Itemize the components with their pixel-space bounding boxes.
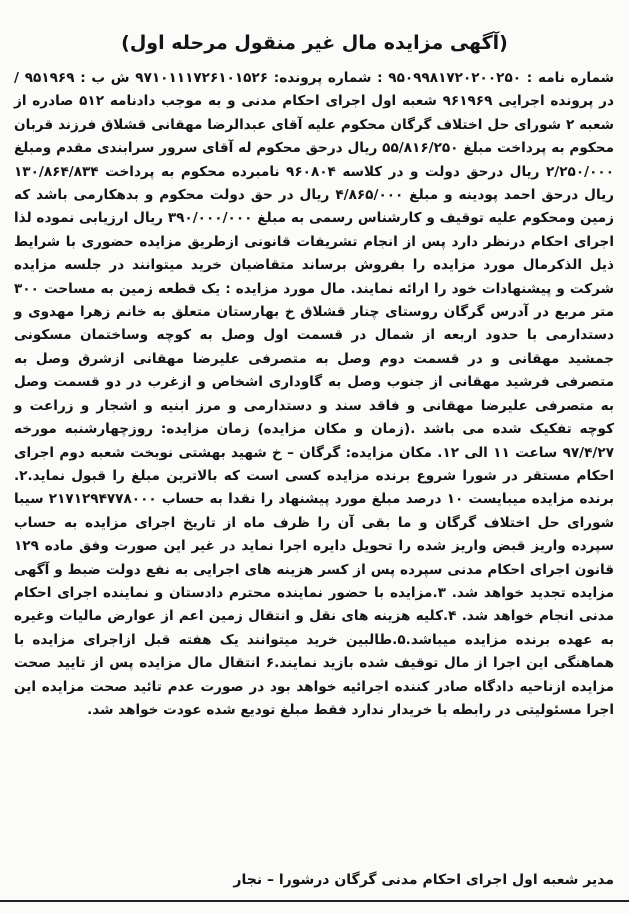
bottom-divider [0,900,629,902]
notice-body [14,67,614,722]
notice-signature: مدیر شعبه اول اجرای احکام مدنی گرگان درشورا – نجار [233,872,614,888]
notice-title: (آگهی مزایده مال غیر منقول مرحله اول) [121,32,508,54]
notice-text: شماره نامه : ۹۵۰۹۹۸۱۷۲۰۲۰۰۲۵۰ : شماره پرونده: ۹۷۱۰۱۱۱۷۲۶۱۰۱۵۲۶ ش ب : ۹۵۱۹۶۹ / در پرونده اجرایی ۹۶۱۹۶۹ شعبه اول اجرای احکام مدنی و به موجب دادنامه ۵۱۲ صادره از شعبه ۲ شورای حل اختلاف گرگان محکوم علیه آقای عبدالرضا مهقانی قشلاق فرزند قربان محکوم به پرداخت مبلغ ۵۵/۸۱۶/۲۵۰ ریال درحق محکوم له آقای سرور سرابندی مقدم ومبلغ ۲/۲۵۰/۰۰۰ ریال درحق دولت و در کلاسه ۹۶۰۸۰۴ نامبرده محکوم به پرداخت ۱۳۰/۸۶۴/۸۳۴ ریال درحق احمد پودینه و مبلغ ۴/۸۶۵/۰۰۰ ریال در حق دولت محکوم و بدهکارمی باشد که زمین ومحکوم علیه توقیف و کارشناس رسمی به مبلغ ۳۹۰/۰۰۰/۰۰۰ ریال ارزیابی نموده لذا اجرای احکام درنظر دارد پس از انجام تشریفات قانونی ازطریق مزایده حضوری با شرایط ذیل الذکرمال مورد مزایده را بفروش برساند متقاضیان خرید میتوانند در جلسه مزایده شرکت و پیشنهادات خود را ارائه نمایند. مال مورد مزایده : یک قطعه زمین به مساحت ۳۰۰ متر مربع در آدرس گرگان روستای چنار قشلاق خ بهارستان متعلق به خانم زهرا مهدوی و دستدارمی با حدود اربعه از شمال در قسمت اول وصل به کوچه وساختمان مسکونی جمشید مهقانی و در قسمت دوم وصل به متصرفی علیرضا مهقانی ازشرق وصل به متصرفی فرشید مهقانی از جنوب وصل به گاوداری اشخاص و ازغرب در دو قسمت وصل به متصرفی علیرضا مهقانی و فاقد سند و دستدارمی و مرز ابنیه و اشجار و زراعت و کوچه تفکیک شده می باشد .(زمان و مکان مزایده) زمان مزایده: روزچهارشنبه مورخه ۹۷/۴/۲۷ ساعت ۱۱ الی ۱۲. مکان مزایده: گرگان – خ شهید بهشتی نوبخت شعبه دوم اجرای احکام مستقر در شورا شروع برنده مزایده کسی است که بالاترین مبلغ را قبول نماید.۲. برنده مزایده میبایست ۱۰ درصد مبلغ مورد پیشنهاد را نقدا به حساب ۲۱۷۱۲۹۴۷۷۸۰۰۰ سیبا شورای حل اختلاف گرگان و ما بقی آن را ظرف ماه از تاریخ اجرای مزایده به حساب سپرده واریز قبض واریز شده را تحویل دایره اجرا نماید در غیر این صورت وفق ماده ۱۲۹ قانون اجرای احکام مدنی سپرده پس از کسر هزینه های اجرایی به نفع دولت ضبط و آگهی مزایده تجدید خواهد شد. ۳.مزایده با حضور نماینده محترم دادستان و نماینده اجرای احکام مدنی انجام خواهد شد. ۴.کلیه هزینه های نقل و انتقال زمین اعم از عوارض مالیات وغیره به عهده برنده مزایده میباشد.۵.طالبین خرید میتوانند یک هفته قبل ازاجرای مزایده با هماهنگی این اجرا از مال توقیف شده بازید نمایند.۶ انتقال مال مزایده پس از تایید صحت مزایده ازناحیه دادگاه صادر کننده اجرائیه خواهد بود در صورت عدم تائید صحت مزایده این اجرا مسئولیتی در رابطه با خریدار ندارد فقط مبلغ تودیع شده عودت خواهد شد. [14,70,615,718]
